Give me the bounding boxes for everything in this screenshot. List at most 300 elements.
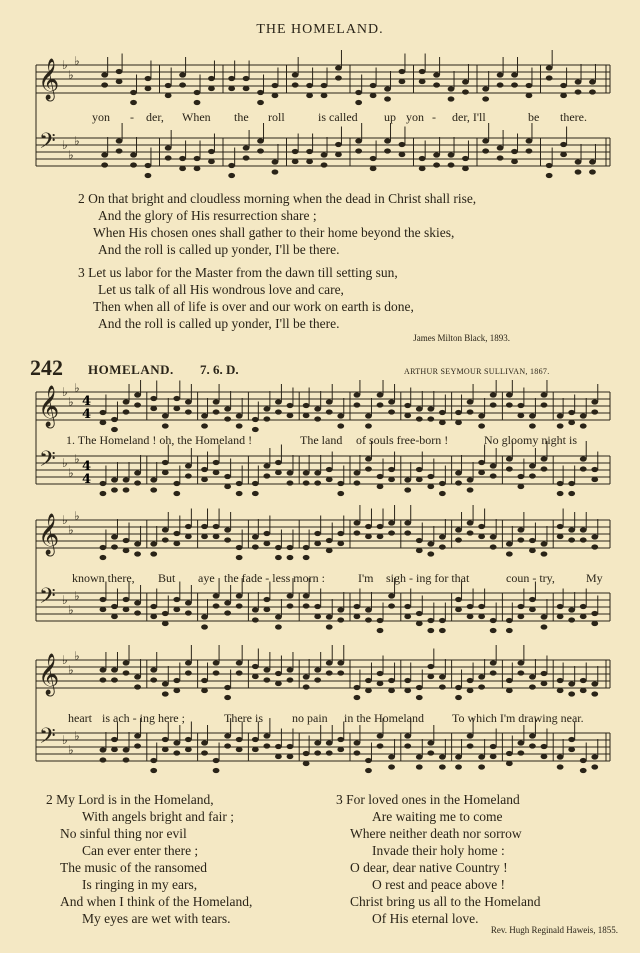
note-head: [589, 89, 596, 94]
note-head: [439, 420, 446, 425]
note-head: [201, 750, 208, 755]
note-head: [490, 544, 497, 549]
note-head: [478, 460, 485, 465]
note-head: [150, 604, 157, 609]
note-head: [455, 537, 462, 542]
note-head: [529, 597, 536, 602]
note-head: [529, 463, 536, 468]
note-head: [557, 604, 564, 609]
note-head: [529, 684, 536, 689]
note-head: [591, 764, 598, 769]
note-head: [416, 467, 423, 472]
note-head: [365, 617, 372, 622]
note-head: [306, 149, 313, 154]
note-head: [580, 604, 587, 609]
note-head: [263, 473, 270, 478]
note-head: [568, 481, 575, 486]
note-head: [433, 82, 440, 87]
note-head: [100, 747, 107, 752]
note-head: [439, 491, 446, 496]
note-head: [365, 423, 372, 428]
note-head: [388, 678, 395, 683]
note-head: [478, 614, 485, 619]
note-head: [462, 156, 469, 161]
note-head: [236, 660, 243, 665]
treble-clef-icon: 𝄞: [38, 386, 60, 427]
note-head: [314, 614, 321, 619]
lyric-syllable: -: [130, 110, 134, 124]
note-head: [529, 743, 536, 748]
lyric-phrase: sigh - ing for that: [386, 571, 470, 585]
note-head: [257, 148, 264, 153]
verse-line: Where neither death nor sorrow: [350, 826, 522, 841]
note-head: [568, 681, 575, 686]
note-head: [517, 537, 524, 542]
note-head: [355, 100, 362, 105]
note-head: [365, 524, 372, 529]
note-head: [263, 677, 270, 682]
note-head: [173, 481, 180, 486]
note-head: [384, 138, 391, 143]
note-head: [111, 747, 118, 752]
note-head: [377, 402, 384, 407]
note-head: [482, 138, 489, 143]
note-head: [337, 481, 344, 486]
note-head: [354, 392, 361, 397]
note-head: [416, 621, 423, 626]
note-head: [275, 409, 282, 414]
note-head: [557, 764, 564, 769]
note-head: [448, 162, 455, 167]
verse-line: For loved ones in the Homeland: [346, 792, 520, 807]
note-head: [173, 531, 180, 536]
lyric-phrase: the fade - less morn :: [224, 571, 325, 585]
note-head: [123, 660, 130, 665]
note-head: [427, 618, 434, 623]
note-head: [529, 548, 536, 553]
note-head: [213, 409, 220, 414]
note-head: [388, 603, 395, 608]
note-head: [439, 764, 446, 769]
note-head: [427, 541, 434, 546]
note-head: [116, 138, 123, 143]
note-head: [377, 681, 384, 686]
lyric-phrase: is ach - ing here ;: [102, 711, 185, 725]
bass-clef-icon: 𝄢: [39, 129, 56, 159]
note-head: [589, 159, 596, 164]
note-head: [326, 409, 333, 414]
note-head: [173, 740, 180, 745]
note-head: [404, 614, 411, 619]
note-head: [448, 86, 455, 91]
note-head: [162, 737, 169, 742]
note-head: [287, 593, 294, 598]
note-head: [506, 392, 513, 397]
verse-line: And the glory of His resurrection share ;: [98, 208, 317, 223]
note-head: [497, 82, 504, 87]
note-head: [208, 86, 215, 91]
note-head: [100, 677, 107, 682]
note-head: [439, 481, 446, 486]
note-head: [321, 83, 328, 88]
note-head: [287, 744, 294, 749]
verse-line: And when I think of the Homeland,: [60, 894, 253, 909]
note-head: [213, 399, 220, 404]
note-head: [365, 466, 372, 471]
note-head: [448, 96, 455, 101]
time-signature-bottom: 4: [82, 472, 92, 487]
lyric-syllable: When: [182, 110, 211, 124]
bass-clef-icon: 𝄢: [39, 584, 56, 614]
note-head: [365, 413, 372, 418]
note-head: [557, 688, 564, 693]
verse-line: My Lord is in the Homeland,: [56, 792, 214, 807]
note-head: [252, 534, 259, 539]
note-head: [377, 671, 384, 676]
note-head: [427, 474, 434, 479]
note-head: [467, 487, 474, 492]
lyric-phrase: No gloomy night is: [484, 433, 578, 447]
note-head: [162, 470, 169, 475]
note-head: [130, 90, 137, 95]
note-head: [236, 593, 243, 598]
note-head: [314, 480, 321, 485]
note-head: [419, 166, 426, 171]
note-head: [506, 618, 513, 623]
note-head: [455, 685, 462, 690]
lyric-syllable: is called: [318, 110, 358, 124]
note-head: [404, 688, 411, 693]
lyric-syllable: yon: [406, 110, 424, 124]
note-head: [478, 674, 485, 679]
note-head: [165, 155, 172, 160]
lyric-syllable: there.: [560, 110, 587, 124]
hymn-241-verse-3: [78, 264, 414, 332]
note-head: [478, 524, 485, 529]
note-head: [179, 72, 186, 77]
note-head: [134, 480, 141, 485]
note-head: [208, 149, 215, 154]
note-head: [303, 761, 310, 766]
note-head: [111, 487, 118, 492]
note-head: [370, 156, 377, 161]
note-head: [173, 597, 180, 602]
note-head: [467, 733, 474, 738]
note-head: [560, 152, 567, 157]
verse-line: And the roll is called up yonder, I'll be there.: [98, 242, 340, 257]
note-head: [541, 754, 548, 759]
note-head: [252, 664, 259, 669]
note-head: [134, 674, 141, 679]
note-head: [490, 744, 497, 749]
note-head: [568, 410, 575, 415]
note-head: [439, 754, 446, 759]
verse-number: 2: [78, 191, 85, 206]
note-head: [388, 520, 395, 525]
note-head: [287, 545, 294, 550]
note-head: [478, 534, 485, 539]
note-head: [427, 664, 434, 669]
note-head: [272, 93, 279, 98]
note-head: [116, 79, 123, 84]
note-head: [236, 737, 243, 742]
note-head: [228, 173, 235, 178]
note-head: [354, 530, 361, 535]
note-head: [416, 548, 423, 553]
note-head: [497, 155, 504, 160]
note-head: [134, 600, 141, 605]
note-head: [326, 477, 333, 482]
note-head: [355, 90, 362, 95]
note-head: [365, 688, 372, 693]
note-head: [404, 477, 411, 482]
note-head: [150, 667, 157, 672]
note-head: [354, 520, 361, 525]
note-head: [557, 481, 564, 486]
note-head: [591, 409, 598, 414]
note-head: [287, 555, 294, 560]
note-head: [306, 159, 313, 164]
note-head: [416, 538, 423, 543]
note-head: [416, 611, 423, 616]
hymn-meter: 7. 6. D.: [200, 362, 239, 377]
note-head: [557, 614, 564, 619]
note-head: [287, 754, 294, 759]
note-head: [236, 670, 243, 675]
note-head: [123, 477, 130, 482]
note-head: [490, 618, 497, 623]
flat-icon: ♭: [68, 68, 74, 82]
note-head: [541, 551, 548, 556]
verse-number: 2: [46, 792, 53, 807]
note-head: [455, 527, 462, 532]
note-head: [529, 423, 536, 428]
note-head: [194, 166, 201, 171]
lyric-syllable: be: [528, 110, 540, 124]
note-head: [467, 399, 474, 404]
note-head: [201, 614, 208, 619]
note-head: [252, 427, 259, 432]
note-head: [162, 611, 169, 616]
note-head: [123, 597, 130, 602]
note-head: [557, 678, 564, 683]
note-head: [208, 76, 215, 81]
note-head: [224, 733, 231, 738]
note-head: [272, 159, 279, 164]
note-head: [252, 544, 259, 549]
note-head: [511, 159, 518, 164]
note-head: [478, 764, 485, 769]
note-head: [275, 399, 282, 404]
note-head: [173, 678, 180, 683]
note-head: [557, 524, 564, 529]
note-head: [162, 423, 169, 428]
verse-line: Of His eternal love.: [372, 911, 479, 926]
note-head: [404, 743, 411, 748]
note-head: [257, 138, 264, 143]
note-head: [580, 537, 587, 542]
note-head: [326, 548, 333, 553]
note-head: [416, 477, 423, 482]
flat-icon: ♭: [74, 509, 80, 523]
note-head: [100, 667, 107, 672]
note-head: [275, 744, 282, 749]
note-head: [388, 593, 395, 598]
note-head: [162, 747, 169, 752]
treble-clef-icon: 𝄞: [38, 514, 60, 555]
verse-line: The music of the ransomed: [60, 860, 207, 875]
note-head: [194, 100, 201, 105]
note-head: [399, 152, 406, 157]
note-head: [213, 470, 220, 475]
note-head: [416, 406, 423, 411]
note-head: [439, 410, 446, 415]
lyric-phrase: The land: [300, 433, 343, 447]
note-head: [275, 614, 282, 619]
note-head: [354, 740, 361, 745]
flat-icon: ♭: [74, 589, 80, 603]
note-head: [111, 427, 118, 432]
note-head: [303, 403, 310, 408]
hymn-number: 242: [30, 355, 63, 380]
note-head: [123, 607, 130, 612]
note-head: [526, 148, 533, 153]
note-head: [575, 79, 582, 84]
note-head: [506, 541, 513, 546]
lyric-phrase: But: [158, 571, 176, 585]
note-head: [185, 600, 192, 605]
note-head: [185, 399, 192, 404]
flat-icon: ♭: [74, 729, 80, 743]
note-head: [506, 456, 513, 461]
note-head: [162, 460, 169, 465]
lyric-syllable: der,: [146, 110, 164, 124]
note-head: [455, 695, 462, 700]
note-head: [130, 152, 137, 157]
time-signature-bottom: 4: [82, 407, 92, 422]
note-head: [275, 470, 282, 475]
note-head: [326, 670, 333, 675]
note-head: [303, 593, 310, 598]
note-head: [326, 614, 333, 619]
note-head: [150, 614, 157, 619]
note-head: [201, 413, 208, 418]
lyric-syllable: -: [432, 110, 436, 124]
note-head: [224, 416, 231, 421]
note-head: [224, 610, 231, 615]
note-head: [462, 166, 469, 171]
note-head: [404, 733, 411, 738]
note-head: [335, 142, 342, 147]
note-head: [439, 544, 446, 549]
note-head: [314, 470, 321, 475]
note-head: [462, 79, 469, 84]
note-head: [194, 156, 201, 161]
hymn-241-verse-2: [78, 190, 476, 258]
note-head: [478, 604, 485, 609]
note-head: [123, 747, 130, 752]
note-head: [130, 162, 137, 167]
note-head: [589, 169, 596, 174]
note-head: [337, 531, 344, 536]
note-head: [213, 768, 220, 773]
lyric-syllable: up: [384, 110, 396, 124]
note-head: [100, 410, 107, 415]
note-head: [365, 456, 372, 461]
note-head: [263, 416, 270, 421]
note-head: [354, 470, 361, 475]
time-signature-top: 4: [82, 459, 92, 474]
note-head: [467, 409, 474, 414]
note-head: [467, 604, 474, 609]
verse-line: With angels bright and fair ;: [82, 809, 235, 824]
note-head: [173, 750, 180, 755]
note-head: [439, 674, 446, 679]
note-head: [448, 152, 455, 157]
lyric-phrase: coun - try,: [506, 571, 555, 585]
note-head: [416, 685, 423, 690]
lyric-phrase: aye: [198, 571, 215, 585]
note-head: [111, 604, 118, 609]
note-head: [303, 603, 310, 608]
note-head: [150, 758, 157, 763]
note-head: [100, 491, 107, 496]
note-head: [399, 142, 406, 147]
note-head: [529, 473, 536, 478]
flat-icon: ♭: [74, 649, 80, 663]
note-head: [506, 551, 513, 556]
note-head: [236, 545, 243, 550]
note-head: [427, 628, 434, 633]
note-head: [370, 93, 377, 98]
note-head: [134, 470, 141, 475]
note-head: [529, 674, 536, 679]
note-head: [123, 757, 130, 762]
note-head: [134, 541, 141, 546]
flat-icon: ♭: [68, 603, 74, 617]
note-head: [478, 684, 485, 689]
note-head: [252, 674, 259, 679]
note-head: [213, 670, 220, 675]
note-head: [162, 691, 169, 696]
note-head: [354, 480, 361, 485]
note-head: [370, 83, 377, 88]
note-head: [252, 607, 259, 612]
flat-icon: ♭: [62, 138, 68, 152]
note-head: [388, 530, 395, 535]
note-head: [416, 764, 423, 769]
note-head: [517, 604, 524, 609]
note-head: [377, 618, 384, 623]
note-head: [557, 491, 564, 496]
note-head: [263, 607, 270, 612]
note-head: [478, 413, 485, 418]
note-head: [100, 757, 107, 762]
note-head: [354, 604, 361, 609]
note-head: [111, 477, 118, 482]
note-head: [228, 163, 235, 168]
note-head: [354, 685, 361, 690]
note-head: [201, 423, 208, 428]
note-head: [243, 155, 250, 160]
note-head: [580, 758, 587, 763]
note-head: [517, 403, 524, 408]
note-head: [201, 524, 208, 529]
note-head: [541, 624, 548, 629]
note-head: [490, 402, 497, 407]
note-head: [546, 65, 553, 70]
note-head: [377, 628, 384, 633]
